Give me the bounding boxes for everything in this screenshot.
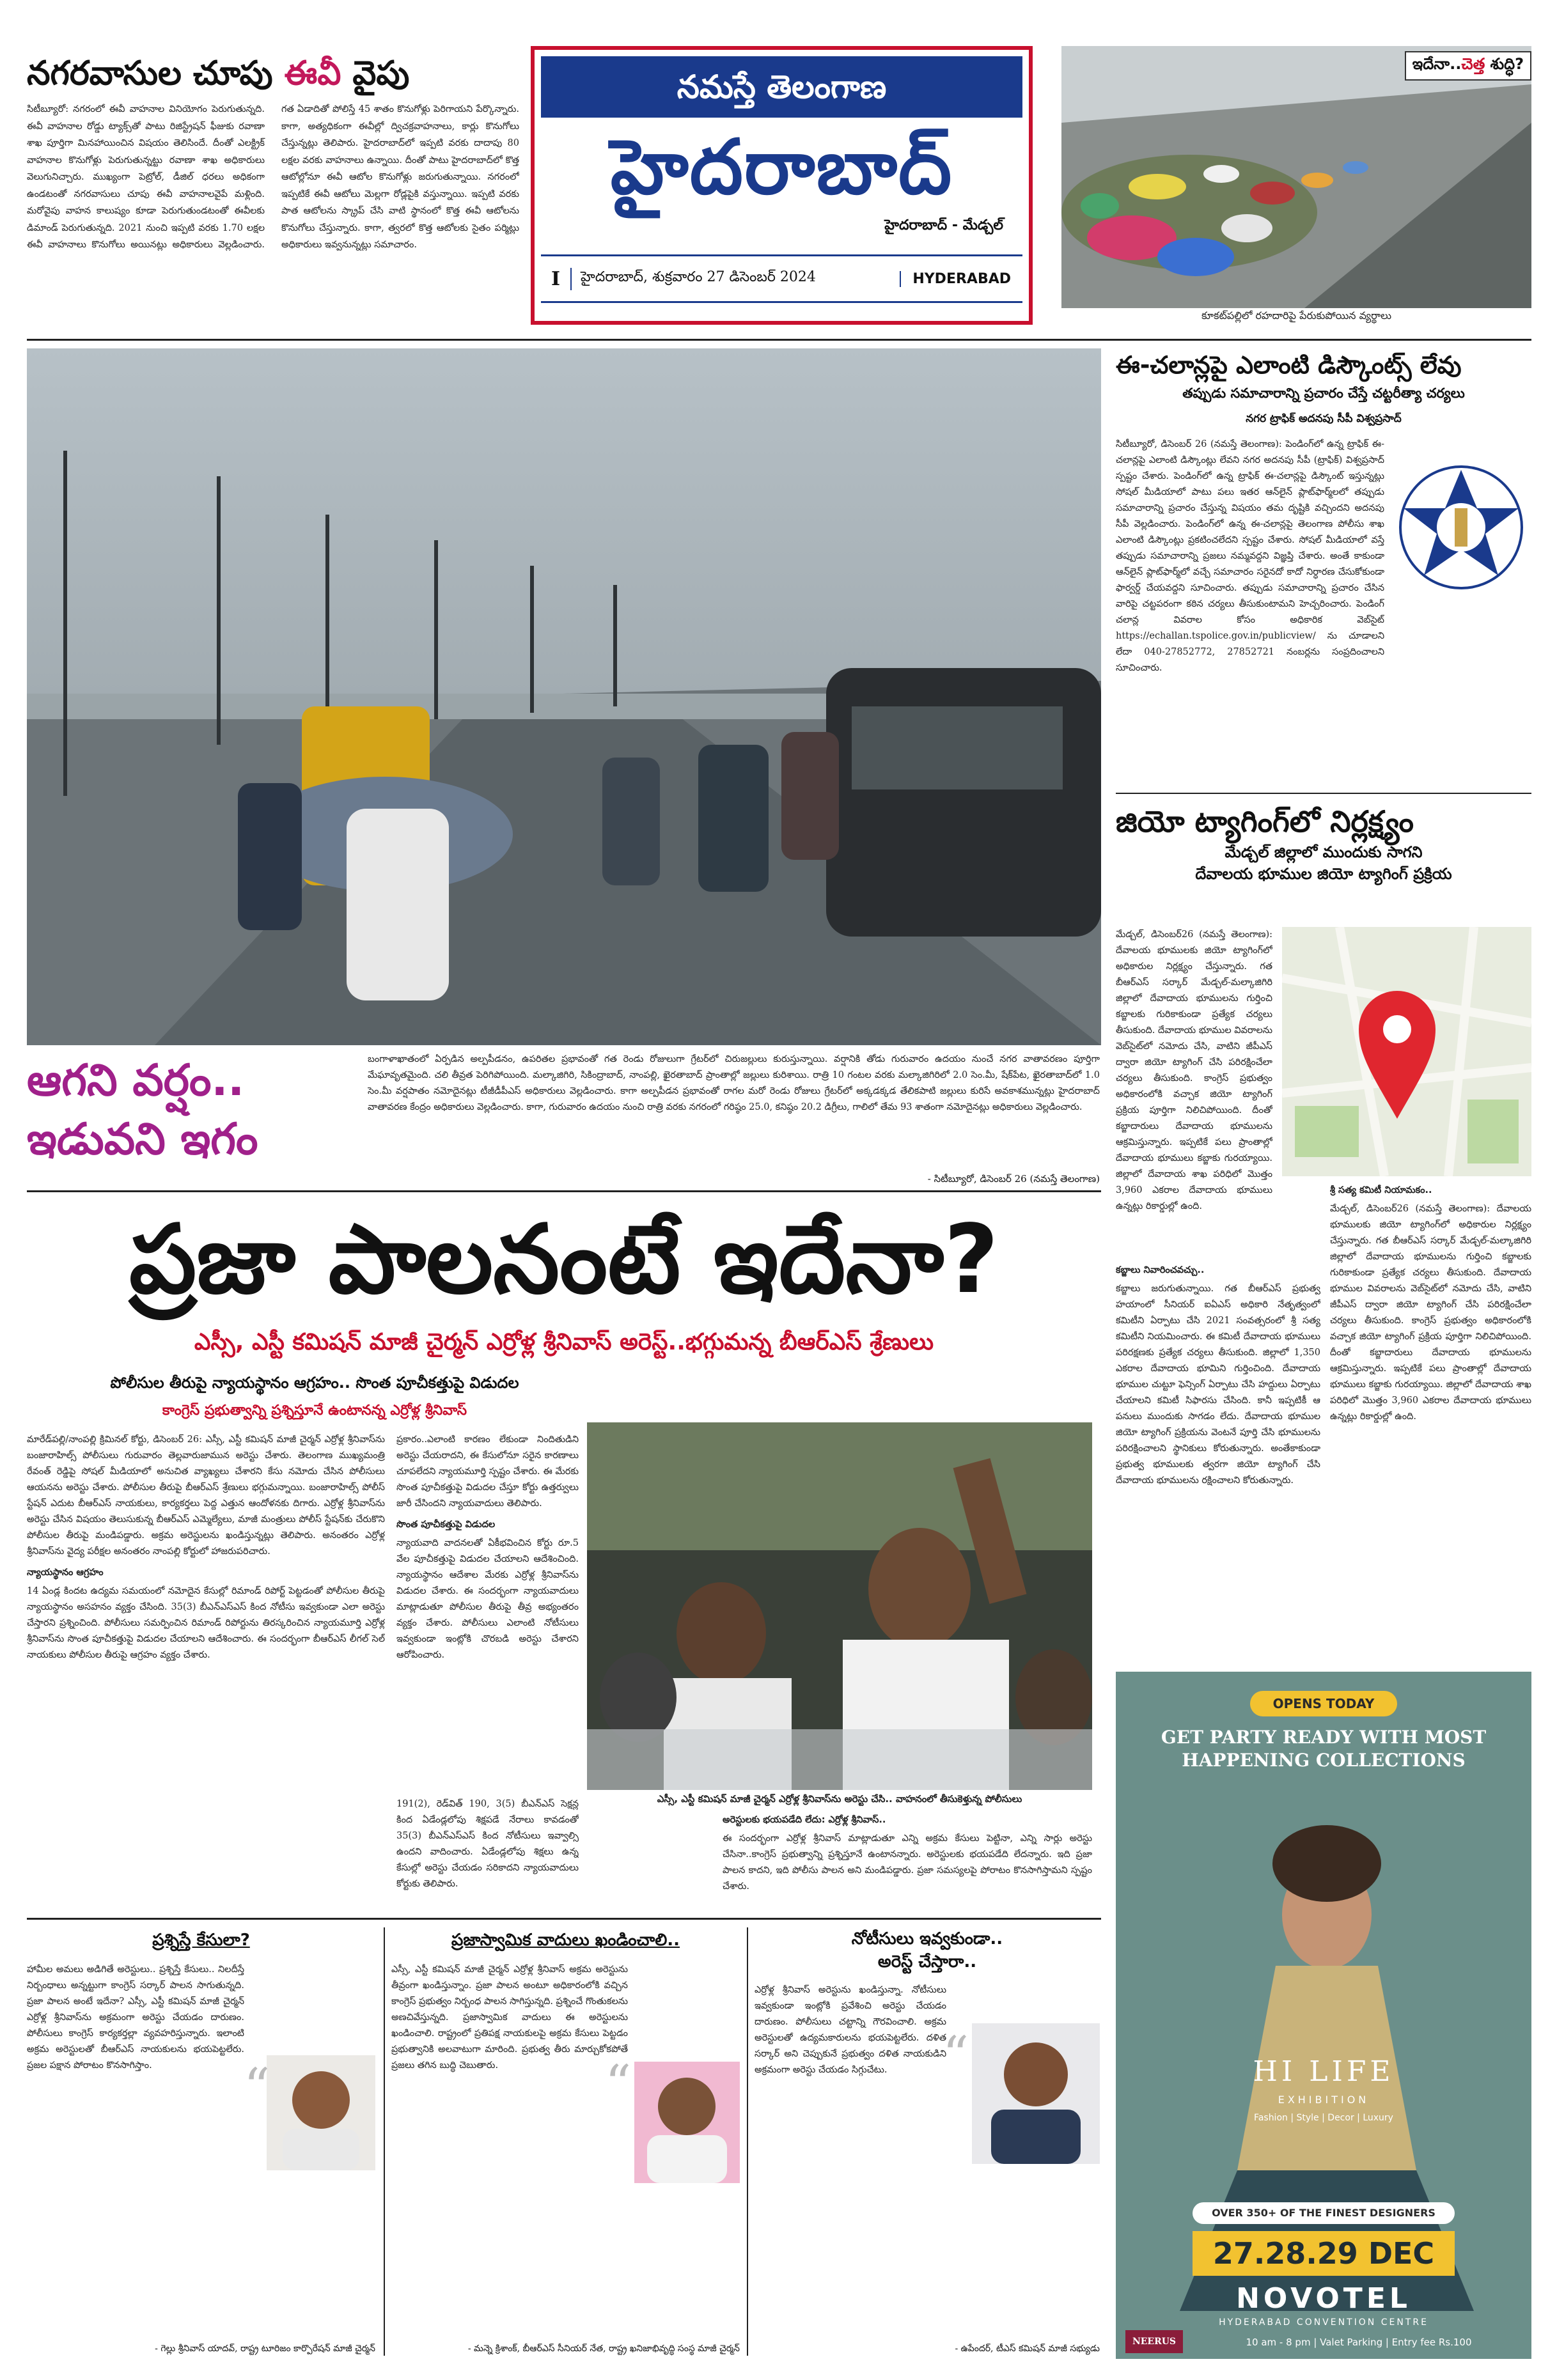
- reaction-3-title: నోటీసులు ఇవ్వకుండా..: [851, 1929, 1003, 1948]
- rain-scene-image: [27, 348, 1101, 1045]
- main-below-photo: [723, 1812, 1092, 1915]
- main-col1: [27, 1432, 385, 1892]
- divider-r1: [384, 1927, 385, 2356]
- rain-headline-2: ఇడువని ఇగం: [27, 1114, 258, 1165]
- ad-sponsor: NEERUS: [1125, 2330, 1183, 2353]
- ev-story: [27, 52, 519, 334]
- geotag-subsection-1: కబ్జాలు నివారించవచ్చు..: [1116, 1265, 1205, 1275]
- main-col2: [396, 1432, 579, 1790]
- echallan-subhead: తప్పుడు సమాచారాన్ని ప్రచారం చేస్తే చట్టరీత్యా చర్యలు: [1182, 385, 1465, 401]
- map-pin-icon: [1282, 927, 1531, 1176]
- echallan-byline: నగర ట్రాఫిక్ అదనపు సీపీ విశ్వప్రసాద్: [1246, 412, 1402, 425]
- masthead-page-no: I: [541, 268, 572, 290]
- main-col1-text-b: 14 ఏండ్ల కిందట ఉద్యమ సమయంలో నమోదైన కేసుల్లో రిమాండ్ రిపోర్ట్ పెట్టడంతో పోలీసుల తీరుపై న్యాయస్థానం అసహనం వ్యక్తం చేసింది. 35(3) బీఎన్ఎస్ఎస్ కింద నోటీసు ఇవ్వకుండా ఎలా అరెస్టు చేస్తారని ప్రశ్నించింది. పోలీసులు సమర్పించిన రిమాండ్ రిపోర్టును తిరస్కరించిన న్యాయమూర్తి ఎర్రోళ్ల శ్రీనివాస్‌ను సొంత పూచీకత్తుపై విడుదల చేయాలని ఆదేశించారు. ఈ సందర్భంగా బీఆర్ఎస్ లీగల్ సెల్ నాయకులు పోలీసుల తీరుపై ఆగ్రహం వ్యక్తం చేశారు.: [27, 1586, 385, 1660]
- geotag-map-image: [1282, 927, 1531, 1176]
- ad-designers: OVER 350+ OF THE FINEST DESIGNERS: [1193, 2202, 1455, 2224]
- reaction-1-body: హామీల అమలు అడిగితే అరెస్టులు.. ప్రశ్నిస్తే కేసులు.. నిలదీస్తే నిర్బంధాలు అన్నట్టుగా కాంగ్రెస్ సర్కార్ పాలన సాగుతున్నది. ప్రజా పాలన అంటే ఇదేనా? ఎస్సీ, ఎస్టీ కమిషన్ మాజీ చైర్మన్ ఎర్రోళ్ల శ్రీనివాస్‌ను అక్రమంగా అరెస్టు చేయడం దారుణం. పోలీసులు కాంగ్రెస్ కార్యకర్తల్లా వ్యవహరిస్తున్నారు. ఇలాంటి అక్రమ అరెస్టులతో బీఆర్ఎస్ నాయకులను భయపెట్టలేరు. ప్రజల పక్షాన పోరాటం కొనసాగిస్తాం.: [27, 1964, 244, 2071]
- geotag-subsection-2: శ్రీ సత్య కమిటీ నియామకం..: [1330, 1185, 1432, 1195]
- masthead-city: హైదరాబాద్: [610, 123, 953, 211]
- garbage-tag-accent: చెత్త: [1461, 55, 1485, 73]
- reaction-2-quote-icon: “: [605, 2054, 631, 2113]
- reaction-3-body: ఎర్రోళ్ల శ్రీనివాస్ అరెస్టును ఖండిస్తున్నా. నోటీసులు ఇవ్వకుండా ఇంట్లోకి ప్రవేశించి అరెస్టు చేయడం దారుణం. పోలీసులు చట్టాన్ని గౌరవించాలి. అక్రమ అరెస్టులతో ఉద్యమకారులను భయపెట్టలేరు. దళిత సర్కార్ అని చెప్పుకునే ప్రభుత్వం దళిత నాయకుడిని అక్రమంగా అరెస్టు చేయడం సిగ్గుచేటు.: [755, 1985, 946, 2075]
- geotag-body-right: [1330, 1183, 1531, 1681]
- geotag-body-left: మేడ్చల్, డిసెంబర్26 (నమస్తే తెలంగాణ): దేవాలయ భూములకు జియో ట్యాగింగ్‌లో అధికారుల నిర్లక్ష్యం చేస్తున్నారు. గత బీఆర్ఎస్ సర్కార్ మేడ్చల్-మల్కాజిగిరి జిల్లాలో దేవాదాయ భూములను గుర్తించి కబ్జాలకు గురికాకుండా ప్రత్యేక చర్యలు తీసుకుంది. దేవాదాయ భూముల వివరాలను వెబ్‌సైట్‌లో నమోదు చేసి, వాటిని జీపీఎస్ ద్వారా జియో ట్యాగింగ్ చేసి పరిరక్షించేలా చర్యలు తీసుకుంది. కాంగ్రెస్ ప్రభుత్వం అధికారంలోకి వచ్చాక జియో ట్యాగింగ్ ప్రక్రియ పూర్తిగా నిలిచిపోయింది. దీంతో కబ్జాదారులు దేవాదాయ భూములను ఆక్రమిస్తున్నారు. ఇప్పటికే పలు ప్రాంతాల్లో దేవాదాయ భూములు కబ్జాకు గురయ్యాయి. జిల్లాలో దేవాదాయ శాఖ పరిధిలో మొత్తం 3,960 ఎకరాల దేవాదాయ భూములు ఉన్నట్లు రికార్డుల్లో ఉంది.: [1116, 929, 1272, 1211]
- garbage-photo: [1061, 46, 1531, 308]
- rain-body: బంగాళాఖాతంలో ఏర్పడిన అల్పపీడనం, ఉపరితల ప్రభావంతో గత రెండు రోజులుగా గ్రేటర్‌లో చిరుజల్లులు కురుస్తున్నాయి. వర్షానికి తోడు గురువారం ఉదయం నుంచే నగర వాతావరణం పూర్తిగా మేఘావృతమైంది. చలి తీవ్రత పెరిగిపోయింది. మల్కాజిగిరి, సికింద్రాబాద్, నాంపల్లి, ఖైరతాబాద్ ప్రాంతాల్లో జల్లులు కురిశాయి. రాత్రి 10 గంటల వరకు మల్కాజిగిరిలో 2.0 సెం.మీ, షేక్‌పేట, ఖైరతాబాద్‌లో 1.0 సెం.మీ వర్షపాతం నమోదైనట్లు టీజీడీపీఎస్ అధికారులు వెల్లడించారు. కాగా అల్పపీడన ప్రభావంతో రాగల మరో రెండు రోజులు గ్రేటర్‌లో అక్కడక్కడ తేలికపాటి జల్లులు కురిసే అవకాశమున్నట్లు హైదరాబాద్ వాతావరణ కేంద్రం అధికారులు వెల్లడించారు. కాగా, గురువారం ఉదయం నుంచి రాత్రి వరకు నగరంలో గరిష్ఠం 25.0, కనిష్ఠం 20.2 డిగ్రీలు, గాలిలో తేమ 93 శాతంగా నమోదైనట్లు అధికారులు వెల్లడించారు.: [368, 1054, 1100, 1112]
- ad-hours: 10 am - 8 pm | Valet Parking | Entry fee Rs.100: [1246, 2337, 1472, 2348]
- main-col2-sub: సొంత పూచీకత్తుపై విడుదల: [396, 1520, 496, 1530]
- main-col2-text: ప్రకారం..ఎలాంటి కారణం లేకుండా నిందితుడిని అరెస్టు చేయరాదని, ఈ కేసులోనూ సరైన కారణాలు చూపలేదని న్యాయమూర్తి స్పష్టం చేశారు. ఈ మేరకు సొంత పూచీకత్తుపై విడుదల చేస్తూ కోర్టు ఉత్తర్వులు జారీ చేసిందని న్యాయవాదులు తెలిపారు.: [396, 1435, 579, 1509]
- rain-headline-1: ఆగని వర్షం..: [27, 1055, 245, 1106]
- ad-badge: OPENS TODAY: [1250, 1691, 1397, 1716]
- reaction-1: [27, 1927, 375, 2356]
- reaction-3-quote-icon: “: [943, 2025, 969, 2085]
- arrest-photo-caption: ఎస్సీ, ఎస్టీ కమిషన్ మాజీ చైర్మన్ ఎర్రోళ్ల శ్రీనివాస్‌ను అరెస్టు చేసి.. వాహనంలో తీసుకెళ్తున్న పోలీసులు: [657, 1793, 1022, 1805]
- arrest-scene-image: [587, 1422, 1092, 1790]
- echallan-story: [1116, 348, 1531, 789]
- ad-tagline: Fashion | Style | Decor | Luxury: [1254, 2113, 1393, 2123]
- echallan-body: సిటీబ్యూరో, డిసెంబర్ 26 (నమస్తే తెలంగాణ): పెండింగ్‌లో ఉన్న ట్రాఫిక్ ఈ-చలాన్లపై ఎలాంటి డిస్కౌంట్లు లేవని నగర అదనపు సీపీ (ట్రాఫిక్) విశ్వప్రసాద్ స్పష్టం చేశారు. పెండింగ్‌లో ఉన్న ట్రాఫిక్ ఈ-చలాన్లపై డిస్కౌంట్ ఇస్తున్నట్లు సోషల్ మీడియాలో పాటు పలు ఇతర ఆన్‌లైన్ ప్లాట్‌ఫార్మ్‌లలో తప్పుడు సమాచారాన్ని ప్రచారం చేస్తున్న విషయం తమ దృష్టికి వచ్చిందని అదనపు సీపీ వెల్లడించారు. పెండింగ్‌లో ఉన్న ఈ-చలాన్లపై తెలంగాణ పోలీసు శాఖ ఎలాంటి డిస్కౌంట్లు ప్రకటించలేదని స్పష్టం చేశారు. సోషల్ మీడియాలో వస్తే తప్పుడు సమాచారాన్ని ప్రజలు నమ్మవద్దని విజ్ఞప్తి చేశారు. అంతే కాకుండా ఆన్‌లైన్ ప్లాట్‌ఫార్మ్‌లో వచ్చే సమాచారం సరైనదో కాదో నిర్ధారణ చేసుకోకుండా ఫార్వర్డ్ చేయవద్దని సూచించారు. తప్పుడు సమాచారాన్ని ప్రచారం చేసిన వారిపై చట్టపరంగా కఠిన చర్యలు తీసుకుంటామని హెచ్చరించారు. పెండింగ్ చలాన్ల వివరాల కోసం అధికారిక వెబ్‌సైట్ https://echallan.tspolice.gov.in/publicview/ ను చూడాలని లేదా 040-27852772, 27852721 నంబర్లను సంప్రదించాలని సూచించారు.: [1116, 439, 1384, 673]
- masthead-edition: HYDERABAD: [900, 271, 1022, 287]
- geotag-body-text-2: మేడ్చల్, డిసెంబర్26 (నమస్తే తెలంగాణ): దేవాలయ భూములకు జియో ట్యాగింగ్‌లో అధికారుల నిర్లక్ష్యం చేస్తున్నారు. గత బీఆర్ఎస్ సర్కార్ మేడ్చల్-మల్కాజిగిరి జిల్లాలో దేవాదాయ భూములను గుర్తించి కబ్జాలకు గురికాకుండా ప్రత్యేక చర్యలు తీసుకుంది. దేవాదాయ భూముల వివరాలను వెబ్‌సైట్‌లో నమోదు చేసి, వాటిని జీపీఎస్ ద్వారా జియో ట్యాగింగ్ చేసి పరిరక్షించేలా చర్యలు తీసుకుంది. కాంగ్రెస్ ప్రభుత్వం అధికారంలోకి వచ్చాక జియో ట్యాగింగ్ ప్రక్రియ పూర్తిగా నిలిచిపోయింది. దీంతో కబ్జాదారులు దేవాదాయ భూములను ఆక్రమిస్తున్నారు. ఇప్పటికే పలు ప్రాంతాల్లో దేవాదాయ భూములు కబ్జాకు గురయ్యాయి. జిల్లాలో దేవాదాయ శాఖ పరిధిలో మొత్తం 3,960 ఎకరాల దేవాదాయ భూములు ఉన్నట్లు రికార్డుల్లో ఉంది.: [1330, 1204, 1531, 1422]
- divider-r2: [747, 1927, 748, 2356]
- ad-brand-sub: EXHIBITION: [1278, 2094, 1370, 2106]
- rain-credit: - సిటీబ్యూరో, డిసెంబర్ 26 (నమస్తే తెలంగాణ): [927, 1173, 1100, 1185]
- main-kicker: పోలీసుల తీరుపై న్యాయస్థానం ఆగ్రహం.. సొంత పూచీకత్తుపై విడుదల: [110, 1374, 519, 1392]
- geotag-body-cont: [1116, 1263, 1320, 1678]
- person-avatar-icon: [634, 2062, 740, 2183]
- reaction-1-credit: - గెల్లు శ్రీనివాస్ యాదవ్, రాష్ట్ర టూరిజం కార్పొరేషన్ మాజీ చైర్మన్: [155, 2344, 375, 2354]
- main-headline: ప్రజా పాలనంటే ఇదేనా?: [129, 1204, 999, 1314]
- rain-photo: [27, 348, 1101, 1045]
- rain-headline: [27, 1052, 359, 1179]
- ad-venue-sub: HYDERABAD CONVENTION CENTRE: [1219, 2317, 1428, 2328]
- person-avatar-icon: [972, 2023, 1100, 2164]
- main-below-photo-sub: అరెస్టులకు భయపడేది లేదు: ఎర్రోళ్ల శ్రీనివాస్..: [723, 1815, 886, 1825]
- ev-headline: నగరవాసుల చూపు ఈవీ వైపు: [27, 54, 410, 93]
- arrest-photo: [587, 1422, 1092, 1790]
- person-avatar-icon: [267, 2055, 375, 2170]
- echallan-logo: [1397, 463, 1525, 591]
- divider-right-1: [1116, 793, 1531, 794]
- reaction-2: [391, 1927, 740, 2356]
- ad-venue: NOVOTEL: [1236, 2282, 1411, 2315]
- main-kicker-2: కాంగ్రెస్ ప్రభుత్వాన్ని ప్రశ్నిస్తూనే ఉంటానన్న ఎర్రోళ్ల శ్రీనివాస్: [162, 1403, 467, 1419]
- geotag-subhead-1: మేడ్చల్ జిల్లాలో ముందుకు సాగని: [1224, 843, 1423, 861]
- main-below-photo-left: 191(2), రెడ్‌విత్ 190, 3(5) బీఎన్ఎస్ సెక్షన్ల కింద ఏడేండ్లలోపు శిక్షపడే నేరాలు కావడంతో 35(3) బీఎన్ఎస్ఎస్ కింద నోటీసులు ఇవ్వాల్సి ఉందని వాదించారు. ఏడేండ్లలోపు శిక్షలు ఉన్న కేసుల్లో అరెస్టు చేయడం సరికాదని న్యాయవాదులు కోర్టుకు తెలిపారు.: [396, 1799, 579, 1889]
- ad-headline: GET PARTY READY WITH MOST HAPPENING COLLECTIONS: [1161, 1727, 1487, 1771]
- reaction-3: [755, 1927, 1100, 2356]
- traffic-police-badge-icon: [1397, 463, 1525, 591]
- reaction-3-title-2: అరెస్ట్ చేస్తారా..: [877, 1952, 977, 1972]
- hi-life-ad[interactable]: [1116, 1672, 1531, 2359]
- masthead-district: హైదరాబాద్ - మేడ్చల్: [884, 217, 1003, 233]
- garbage-tag: ఇదేనా..చెత్త శుద్ధి?: [1405, 51, 1531, 81]
- masthead-top-title: నమస్తే తెలంగాణ: [677, 68, 887, 105]
- ad-brand: HI LIFE: [1253, 2055, 1395, 2088]
- reaction-2-credit: - మన్నె క్రిశాంక్, బీఆర్ఎస్ సీనియర్ నేత, రాష్ట్ర ఖనిజాభివృద్ధి సంస్థ మాజీ చైర్మన్: [467, 2344, 740, 2354]
- garbage-scene-image: [1061, 46, 1531, 308]
- reaction-1-photo: [267, 2055, 375, 2170]
- divider-mid: [27, 1190, 1101, 1192]
- echallan-headline: ఈ-చలాన్లపై ఎలాంటి డిస్కౌంట్స్ లేవు: [1116, 351, 1462, 379]
- ev-body: సిటీబ్యూరో: నగరంలో ఈవీ వాహనాల వినియోగం పెరుగుతున్నది. ఈవీ వాహనాల రోడ్డు ట్యాక్స్‌తో పాటు రిజిస్ట్రేషన్ ఫీజుకు రవాణా శాఖ పూర్తిగా మినహాయించిన విషయం తెలిసిందే. దీంతో ఎలక్ట్రిక్ వాహనాల కొనుగోళ్లు పెరుగుతున్నట్టు రవాణా శాఖ అధికారులు వెలుగునిచ్చారు. ముఖ్యంగా పెట్రోల్, డీజిల్ ధరలు అధికంగా ఉండటంతో నగరవాసులు చూపు ఈవీ వాహనాలవైపే మళ్లింది. మరోవైపు వాహన కాలుష్యం కూడా పెరుగుతుండటంతో ఈవీలకు డిమాండ్ పెరుగుతున్నది. 2021 నుంచి ఇప్పటి వరకు 1.70 లక్షల ఈవీ వాహనాలు కొనుగోలు అయినట్లు అధికారులు వెల్లడించారు. గత ఏడాదితో పోలిస్తే 45 శాతం కొనుగోళ్లు పెరిగాయని పేర్కొన్నారు. కాగా, అత్యధికంగా ఈవీల్లో ద్విచక్రవాహనాలు, కార్లు కొనుగోలు చేస్తున్నట్లు తెలిపారు. హైదరాబాద్‌లో ఇప్పటి వరకు దాదాపు 80 లక్షల వరకు వాహనాలు ఉన్నాయి. దీంతో పాటు హైదరాబాద్‌లో కొత్త ఆటోల్లోనూ ఈవీ ఆటోల కొనుగోళ్లు జరుగుతున్నాయి. నగరంలో ఇప్పటికే ఈవీ ఆటోలు మెల్లగా రోడ్లపైకి వస్తున్నాయి. ఇప్పటి వరకు పాత ఆటోలను స్క్రాప్ చేసి వాటి స్థానంలో కొత్త ఈవీ ఆటోలను కొనుగోలు చేస్తున్నారు. కాగా, త్వరలో కొత్త ఆటోలకు సైతం పర్మిట్లు అధికారులు ఇవ్వనున్నట్లు సమాచారం.: [27, 104, 519, 250]
- divider-top: [27, 339, 1531, 341]
- masthead-top-banner: [541, 56, 1022, 118]
- reaction-2-photo: [634, 2062, 740, 2183]
- divider-reactions: [27, 1918, 1101, 1920]
- ev-headline-accent: ఈవీ: [284, 54, 341, 93]
- reaction-2-body: ఎస్సీ, ఎస్టీ కమిషన్ మాజీ చైర్మన్ ఎర్రోళ్ల శ్రీనివాస్ అక్రమ అరెస్టును తీవ్రంగా ఖండిస్తున్నాం. ప్రజా పాలన అంటూ అధికారంలోకి వచ్చిన కాంగ్రెస్ ప్రభుత్వం నిర్బంధ పాలన సాగిస్తున్నది. ప్రశ్నించే గొంతుకలను అణచివేస్తున్నది. ప్రజాస్వామిక వాదులు ఈ అరెస్టులను ఖండించాలి. రాష్ట్రంలో ప్రతిపక్ష నాయకులపై అక్రమ కేసులు పెట్టడం ప్రభుత్వానికి అలవాటుగా మారింది. ప్రభుత్వ తీరు మార్చుకోకపోతే ప్రజలు తగిన బుద్ధి చెబుతారు.: [391, 1964, 628, 2071]
- reaction-3-photo: [972, 2023, 1100, 2164]
- reaction-3-credit: - ఉపేందర్, టీఎస్ కమిషన్ మాజీ సభ్యుడు: [955, 2344, 1100, 2354]
- masthead-dateline: హైదరాబాద్, శుక్రవారం 27 డిసెంబర్ 2024: [581, 269, 816, 285]
- main-below-photo-text: ఈ సందర్భంగా ఎర్రోళ్ల శ్రీనివాస్ మాట్లాడుతూ ఎన్ని అక్రమ కేసులు పెట్టినా, ఎన్ని సార్లు అరెస్టు చేసినా..కాంగ్రెస్ ప్రభుత్వాన్ని ప్రశ్నిస్తూనే ఉంటానన్నారు. అరెస్టులకు భయపడేది లేదన్నారు. ఇది ప్రజా పాలన కాదని, ఇది పోలీసు పాలన అని మండిపడ్డారు. ప్రజా సమస్యలపై పోరాటం కొనసాగిస్తామని స్పష్టం చేశారు.: [723, 1833, 1092, 1892]
- reaction-1-quote-icon: “: [244, 2057, 270, 2117]
- main-col1-text: మారేడ్‌పల్లి/నాంపల్లి క్రిమినల్ కోర్టు, డిసెంబర్ 26: ఎస్సీ, ఎస్టీ కమిషన్ మాజీ చైర్మన్ ఎర్రోళ్ల శ్రీనివాస్‌ను బంజారాహిల్స్ పోలీసులు గురువారం తెల్లవారుజామున అరెస్టు చేశారు. తెలంగాణ ముఖ్యమంత్రి రేవంత్ రెడ్డిపై సోషల్ మీడియాలో అనుచిత వ్యాఖ్యలు చేశారని కేసు నమోదు చేసిన పోలీసులు ఆయనను అరెస్టు చేశారు. పోలీసుల తీరుపై బీఆర్ఎస్ శ్రేణులు భగ్గుమన్నాయి. బంజారాహిల్స్ పోలీస్ స్టేషన్ ఎదుట బీఆర్ఎస్ నాయకులు, కార్యకర్తలు పెద్ద ఎత్తున ఆందోళనకు దిగారు. ఎర్రోళ్ల శ్రీనివాస్‌ను అరెస్టు చేసిన విషయం తెలుసుకున్న బీఆర్ఎస్ ఎమ్మెల్యేలు, మాజీ మంత్రులు పోలీస్ స్టేషన్‌కు చేరుకొని పోలీసుల తీరుపై మండిపడ్డారు. అక్రమ అరెస్టులను ఖండిస్తున్నట్లు తెలిపారు. అనంతరం ఎర్రోళ్ల శ్రీనివాస్‌ను వైద్య పరీక్షల అనంతరం నాంపల్లి కోర్టులో హాజరుపరిచారు.: [27, 1435, 385, 1557]
- garbage-caption: కూకట్‌పల్లిలో రహదారిపై పేరుకుపోయిన వ్యర్థాలు: [1201, 309, 1391, 322]
- geotag-subhead-2: దేవాలయ భూముల జియో ట్యాగింగ్ ప్రక్రియ: [1195, 865, 1452, 883]
- main-col2-text-b: న్యాయవాది వాదనలతో ఏకీభవించిన కోర్టు రూ.5 వేల పూచీకత్తుపై విడుదల చేయాలని ఆదేశించింది. న్యాయస్థానం ఆదేశాల మేరకు ఎర్రోళ్ల శ్రీనివాస్‌ను విడుదల చేశారు. ఈ సందర్భంగా న్యాయవాదులు మాట్లాడుతూ పోలీసుల తీరుపై తీవ్ర అభ్యంతరం వ్యక్తం చేశారు. పోలీసులు ఎలాంటి నోటీసులు ఇవ్వకుండా ఇంట్లోకి చొరబడి అరెస్టు చేశారని ఆరోపించారు.: [396, 1538, 579, 1660]
- reaction-2-title: ప్రజాస్వామిక వాదులు ఖండించాలి..: [451, 1931, 680, 1950]
- reaction-1-title: ప్రశ్నిస్తే కేసులా?: [152, 1931, 250, 1950]
- masthead: [531, 46, 1033, 325]
- geotag-headline: జియో ట్యాగింగ్‌లో నిర్లక్ష్యం: [1116, 804, 1414, 839]
- ad-dates: 27.28.29 DEC: [1193, 2231, 1455, 2276]
- main-subhead: ఎస్సీ, ఎస్టీ కమిషన్ మాజీ చైర్మన్ ఎర్రోళ్ల శ్రీనివాస్ అరెస్ట్..భగ్గుమన్న బీఆర్ఎస్ శ్రేణులు: [194, 1329, 934, 1355]
- main-col1-sub: న్యాయస్థానం ఆగ్రహం: [27, 1567, 104, 1578]
- masthead-dateline-bar: [541, 254, 1022, 303]
- geotag-body-text: కబ్జాలు జరుగుతున్నాయి. గత బీఆర్ఎస్ ప్రభుత్వ హయాంలో సీనియర్ ఐఏఎస్ అధికారి నేతృత్వంలో కమిటీని ఏర్పాటు చేసి 2021 సంవత్సరంలో శ్రీ సత్య కమిటీని నియమించారు. ఈ కమిటీ దేవాదాయ భూములు పరిరక్షణకు ప్రత్యేక చర్యలు తీసుకుంది. జిల్లాలో 1,350 ఎకరాల దేవాదాయ భూమిని గుర్తించింది. దేవాదాయ భూముల చుట్టూ ఫెన్సింగ్ ఏర్పాటు చేసి హద్దులు ఏర్పాటు చేయాలని కమిటీ సిఫారసు చేసింది. కానీ ఇప్పటికీ ఆ పనులు ముందుకు సాగడం లేదు. దేవాదాయ భూముల జియో ట్యాగింగ్ ప్రక్రియను వెంటనే పూర్తి చేసి భూములను పరిరక్షించాలని స్థానికులు కోరుతున్నారు. అంతేకాకుండా ప్రభుత్వ భూములకు త్వరగా జియో ట్యాగింగ్ చేసి దేవాదాయ భూములను రక్షించాలని కోరుతున్నారు.: [1116, 1284, 1320, 1486]
